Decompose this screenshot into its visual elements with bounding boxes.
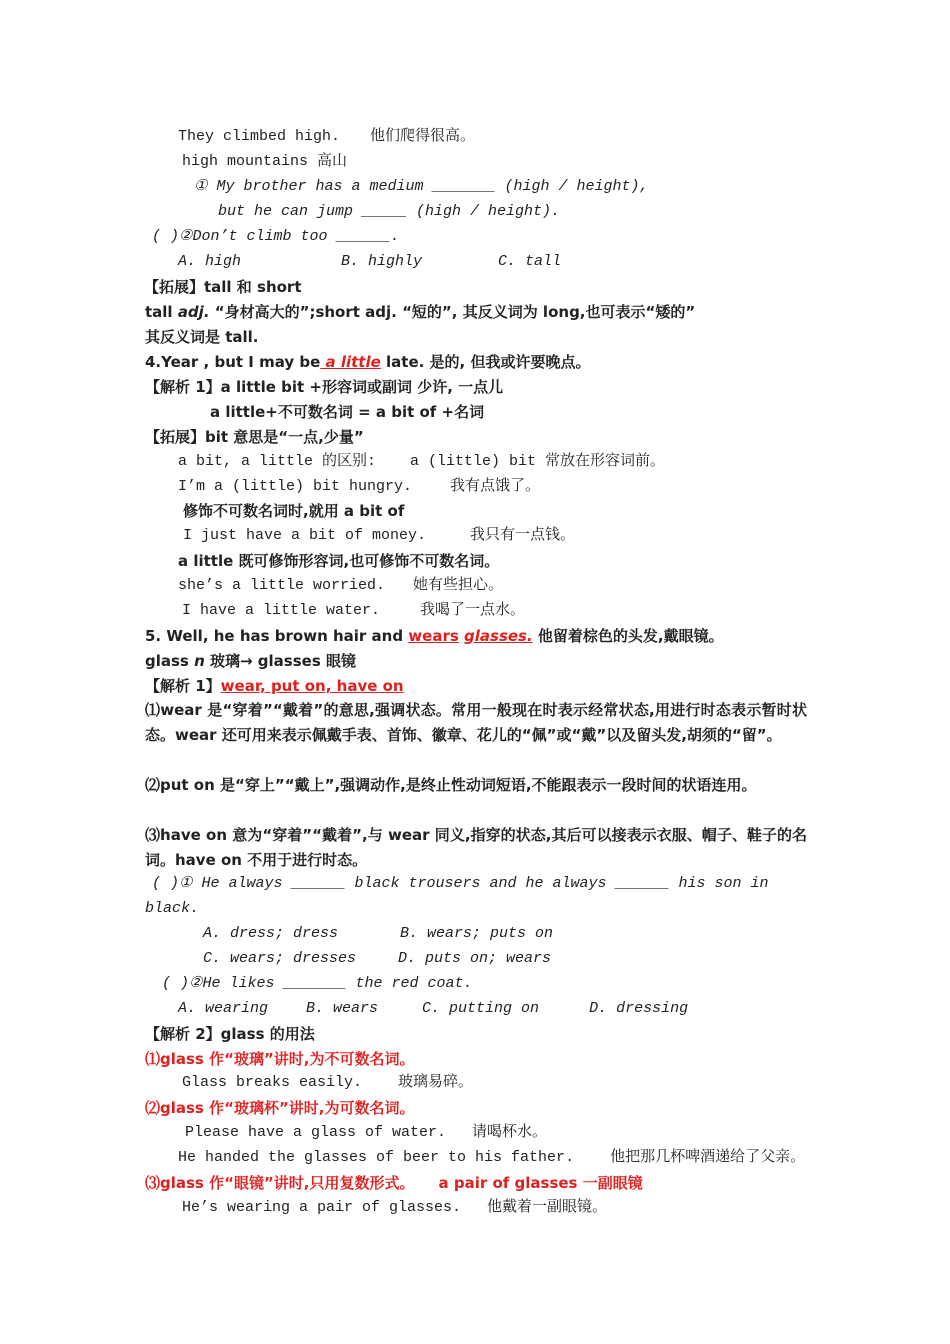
example-line	[178, 575, 503, 597]
option-a: A. dress; dress	[203, 925, 339, 942]
option-d: D. puts on; wears	[398, 950, 552, 967]
example-cn: 他们爬得很高。	[370, 128, 476, 145]
exercise-question-1: ① My brother has a medium _______ (high / height),	[194, 178, 649, 195]
text-run: a bit, a little 的区别:	[178, 453, 377, 470]
paragraph-put-on: ⑵put on 是“穿上”“戴上”,强调动作,是终止性动词短语,不能跟表示一段时间的状语连用。	[145, 776, 757, 794]
text-run: 他戴着一副眼镜。	[487, 1199, 608, 1216]
highlight-word: wears	[408, 627, 459, 645]
highlight-phrase: a little	[320, 353, 381, 371]
exercise-question-2: ( )②Don’t climb too ______.	[152, 228, 400, 245]
rule-glass-1: ⑴glass 作“玻璃”讲时,为不可数名词。	[145, 1050, 415, 1068]
option-c: C. putting on	[422, 1000, 540, 1017]
rule-line: a little 既可修饰形容词,也可修饰不可数名词。	[178, 552, 500, 570]
text-run: He handed the glasses of beer to his father.	[178, 1149, 575, 1166]
text-run: 请喝杯水。	[472, 1124, 548, 1141]
text-run: Glass breaks easily.	[182, 1074, 363, 1091]
option-b: B. wears	[306, 1000, 379, 1017]
text-run: 他留着棕色的头发,戴眼镜。	[532, 627, 724, 645]
text-run: 我喝了一点水。	[420, 602, 526, 619]
option-a: A. wearing	[178, 1000, 269, 1017]
option-c: C. tall	[498, 253, 562, 270]
example-line	[182, 1197, 607, 1219]
text-run: glass	[145, 652, 195, 670]
rule-glass-3	[145, 1172, 643, 1194]
example-line	[178, 451, 665, 473]
text-run: n	[194, 652, 205, 670]
example-line	[185, 1122, 547, 1144]
text-run: 她有些担心。	[413, 577, 504, 594]
vocab-line	[145, 650, 356, 672]
exercise-question-1-cont: but he can jump _____ (high / height).	[218, 203, 561, 220]
text-run: 他把那几杯啤酒递给了父亲。	[610, 1149, 806, 1166]
example-line	[183, 525, 575, 547]
paragraph-have-on: ⑶have on 意为“穿着”“戴着”,与 wear 同义,指穿的状态,其后可以接表示衣服、帽子、鞋子的名词。have on 不用于进行时态。	[145, 826, 807, 869]
analysis-heading-2: 【解析 2】glass 的用法	[145, 1025, 315, 1043]
sentence-4	[145, 351, 590, 373]
exercise-question-3-cont: black.	[145, 900, 200, 917]
text-run: a pair of glasses 一副眼镜	[438, 1174, 643, 1192]
answer-options	[203, 948, 551, 970]
example-en: They climbed high.	[178, 128, 341, 145]
section-heading-extension: 【拓展】tall 和 short	[144, 278, 302, 296]
sentence-5	[145, 625, 724, 647]
example-line	[182, 600, 525, 622]
analysis-heading-wear	[145, 675, 404, 697]
text-run: I’m a (little) bit hungry.	[178, 478, 413, 495]
text-run: 玻璃易碎。	[398, 1074, 474, 1091]
text-run: late. 是的, 但我或许要晚点。	[380, 353, 591, 371]
text-run: 我有点饿了。	[450, 478, 541, 495]
explanation-line-cont: 其反义词是 tall.	[145, 328, 259, 346]
text-run: 玻璃→ glasses 眼镜	[204, 652, 356, 670]
text-run: adj.	[177, 303, 210, 321]
option-b: B. highly	[341, 253, 423, 270]
rule-line: 修饰不可数名词时,就用 a bit of	[183, 502, 405, 520]
paragraph-wear: ⑴wear 是“穿着”“戴着”的意思,强调状态。常用一般现在时表示经常状态,用进行时态表示暂时状态。wear 还可用来表示佩戴手表、首饰、徽章、花儿的“佩”或“戴”以及留头发,胡须的“留”。	[145, 701, 807, 744]
answer-options	[203, 923, 553, 945]
analysis-heading-1: 【解析 1】a little bit +形容词或副词 少许, 一点儿	[145, 378, 504, 396]
explanation-line	[145, 301, 695, 323]
answer-options	[178, 251, 561, 273]
highlight-word: glasses.	[464, 627, 533, 645]
text-run: I have a little water.	[182, 602, 381, 619]
rule-glass-2: ⑵glass 作“玻璃杯”讲时,为可数名词。	[145, 1099, 415, 1117]
text-run: Please have a glass of water.	[185, 1124, 447, 1141]
text-run: 5. Well, he has brown hair and	[145, 627, 409, 645]
exercise-question-4: ( )②He likes _______ the red coat.	[162, 975, 473, 992]
highlight-phrase: wear, put on, have on	[220, 677, 404, 695]
text-run: a (little) bit 常放在形容词前。	[410, 453, 666, 470]
text-run: “身材高大的”;short adj. “短的”, 其反义词为 long,也可表示“矮的”	[209, 303, 696, 321]
example-line	[178, 476, 540, 498]
text-run: ⑶glass 作“眼镜”讲时,只用复数形式。	[145, 1174, 415, 1192]
text-run: 【解析 1】	[145, 677, 221, 695]
text-run: 4.Year , but I may be	[145, 353, 321, 371]
text-run: 我只有一点钱。	[470, 527, 576, 544]
option-b: B. wears; puts on	[400, 925, 554, 942]
example-line	[178, 1147, 805, 1169]
phrase-line: high mountains 高山	[182, 153, 348, 170]
extension-heading-bit: 【拓展】bit 意思是“一点,少量”	[145, 428, 364, 446]
example-sentence	[178, 126, 475, 148]
analysis-rule: a little+不可数名词 = a bit of +名词	[210, 403, 485, 421]
text-run: He’s wearing a pair of glasses.	[182, 1199, 462, 1216]
text-run: tall	[145, 303, 178, 321]
text-run: she’s a little worried.	[178, 577, 386, 594]
text-run: I just have a bit of money.	[183, 527, 427, 544]
option-d: D. dressing	[589, 1000, 689, 1017]
example-line	[182, 1072, 473, 1094]
option-c: C. wears; dresses	[203, 950, 357, 967]
option-a: A. high	[178, 253, 242, 270]
exercise-question-3: ( )① He always ______ black trousers and he always ______ his son in	[152, 875, 769, 892]
answer-options	[178, 998, 688, 1020]
